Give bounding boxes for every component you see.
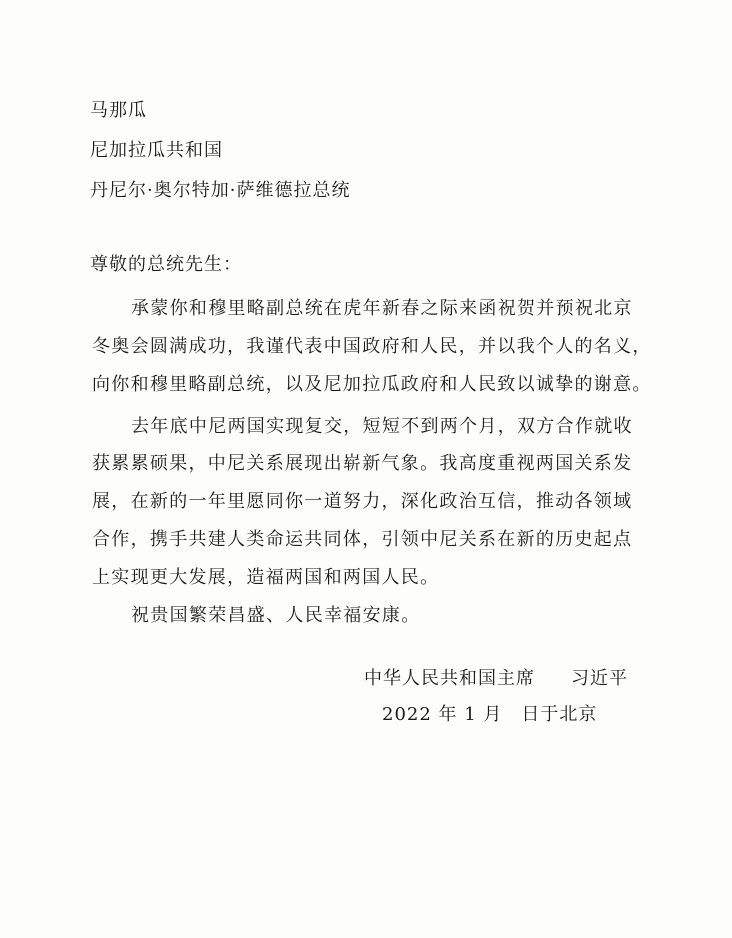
body-line: 展，在新的一年里愿同你一道努力，深化政治互信，推动各领域 bbox=[92, 491, 633, 512]
body-line: 承蒙你和穆里略副总统在虎年新春之际来函祝贺并预祝北京 bbox=[131, 298, 633, 319]
recipient-city: 马那瓜 bbox=[90, 100, 147, 121]
signature-title: 中华人民共和国主席 bbox=[364, 668, 535, 689]
closing-line: 祝贵国繁荣昌盛、人民幸福安康。 bbox=[131, 605, 421, 626]
signature-name: 习近平 bbox=[571, 668, 628, 689]
salutation: 尊敬的总统先生： bbox=[90, 254, 242, 275]
recipient-country: 尼加拉瓜共和国 bbox=[90, 140, 223, 161]
body-line: 上实现更大发展，造福两国和两国人民。 bbox=[92, 567, 440, 588]
body-line: 冬奥会圆满成功，我谨代表中国政府和人民，并以我个人的名义， bbox=[92, 336, 652, 357]
body-line: 向你和穆里略副总统，以及尼加拉瓜政府和人民致以诚挚的谢意。 bbox=[92, 374, 652, 395]
signature-date: 2022 年 1 月 日于北京 bbox=[382, 704, 598, 725]
body-line: 获累累硕果，中尼关系展现出崭新气象。我高度重视两国关系发 bbox=[92, 453, 633, 474]
body-line: 合作，携手共建人类命运共同体，引领中尼关系在新的历史起点 bbox=[92, 529, 633, 550]
recipient-name: 丹尼尔·奥尔特加·萨维德拉总统 bbox=[90, 180, 351, 201]
body-line: 去年底中尼两国实现复交，短短不到两个月，双方合作就收 bbox=[131, 416, 633, 437]
